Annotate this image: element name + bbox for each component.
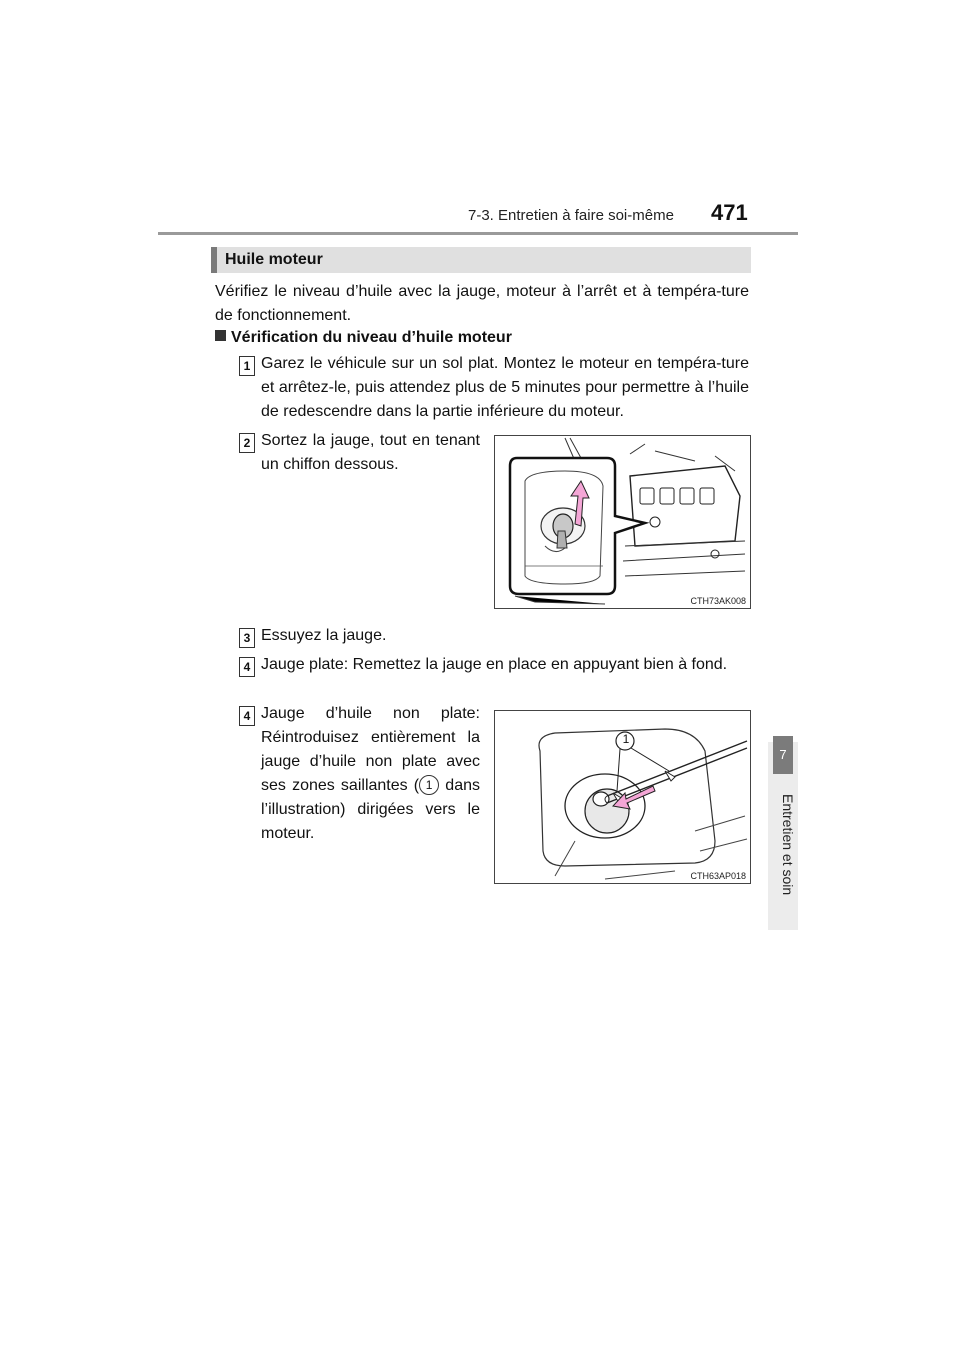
step-number-3: 3 [239,628,255,648]
step-number-4b: 4 [239,706,255,726]
subheading [215,329,512,347]
step-1-text: Garez le véhicule sur un sol plat. Montez le moteur en tempéra-ture et arrêtez-le, puis attendez plus de 5 minutes pour permettre à l’huile de redescendre dans la partie inférieure du moteur. [261,355,749,420]
step-4b-text [261,702,480,846]
section-bar-accent [211,247,217,273]
chapter-tab-label: Entretien et soin [780,794,796,896]
non-flat-dipstick-illustration [494,710,751,884]
engine-dipstick-illustration [494,435,751,609]
step-4b-text-after: dans l’illustration) dirigées vers le moteur. [261,777,481,842]
figure-2-code: CTH63AP018 [690,871,746,881]
chapter-tab-number: 7 [773,736,793,774]
figure-1-code: CTH73AK008 [690,596,746,606]
inline-callout-1: 1 [419,775,439,795]
square-bullet-icon [215,330,226,341]
page-number: 471 [711,200,748,225]
figure-2-callout-1: 1 [622,732,630,746]
step-4b-text-before: Jauge d’huile non plate: Réintroduisez entièrement la jauge d’huile non plate avec ses zones saillantes ( [261,705,480,794]
step-number-2: 2 [239,433,255,453]
step-3-text: Essuyez la jauge. [261,627,387,644]
step-number-1: 1 [239,356,255,376]
step-4a-text: Jauge plate: Remettez la jauge en place en appuyant bien à fond. [261,656,728,673]
intro-paragraph: Vérifiez le niveau d’huile avec la jauge, moteur à l’arrêt et à tempéra-ture de fonctionnement. [215,283,749,324]
step-number-4a: 4 [239,657,255,677]
section-title-bar [211,247,751,273]
subheading-text: Vérification du niveau d’huile moteur [231,329,512,346]
running-header: 7-3. Entretien à faire soi-même [468,207,674,224]
header-rule [158,232,798,235]
step-2-text: Sortez la jauge, tout en tenant un chiffon dessous. [261,432,480,473]
section-title: Huile moteur [225,251,323,268]
engine-dipstick-drawing [495,436,750,608]
